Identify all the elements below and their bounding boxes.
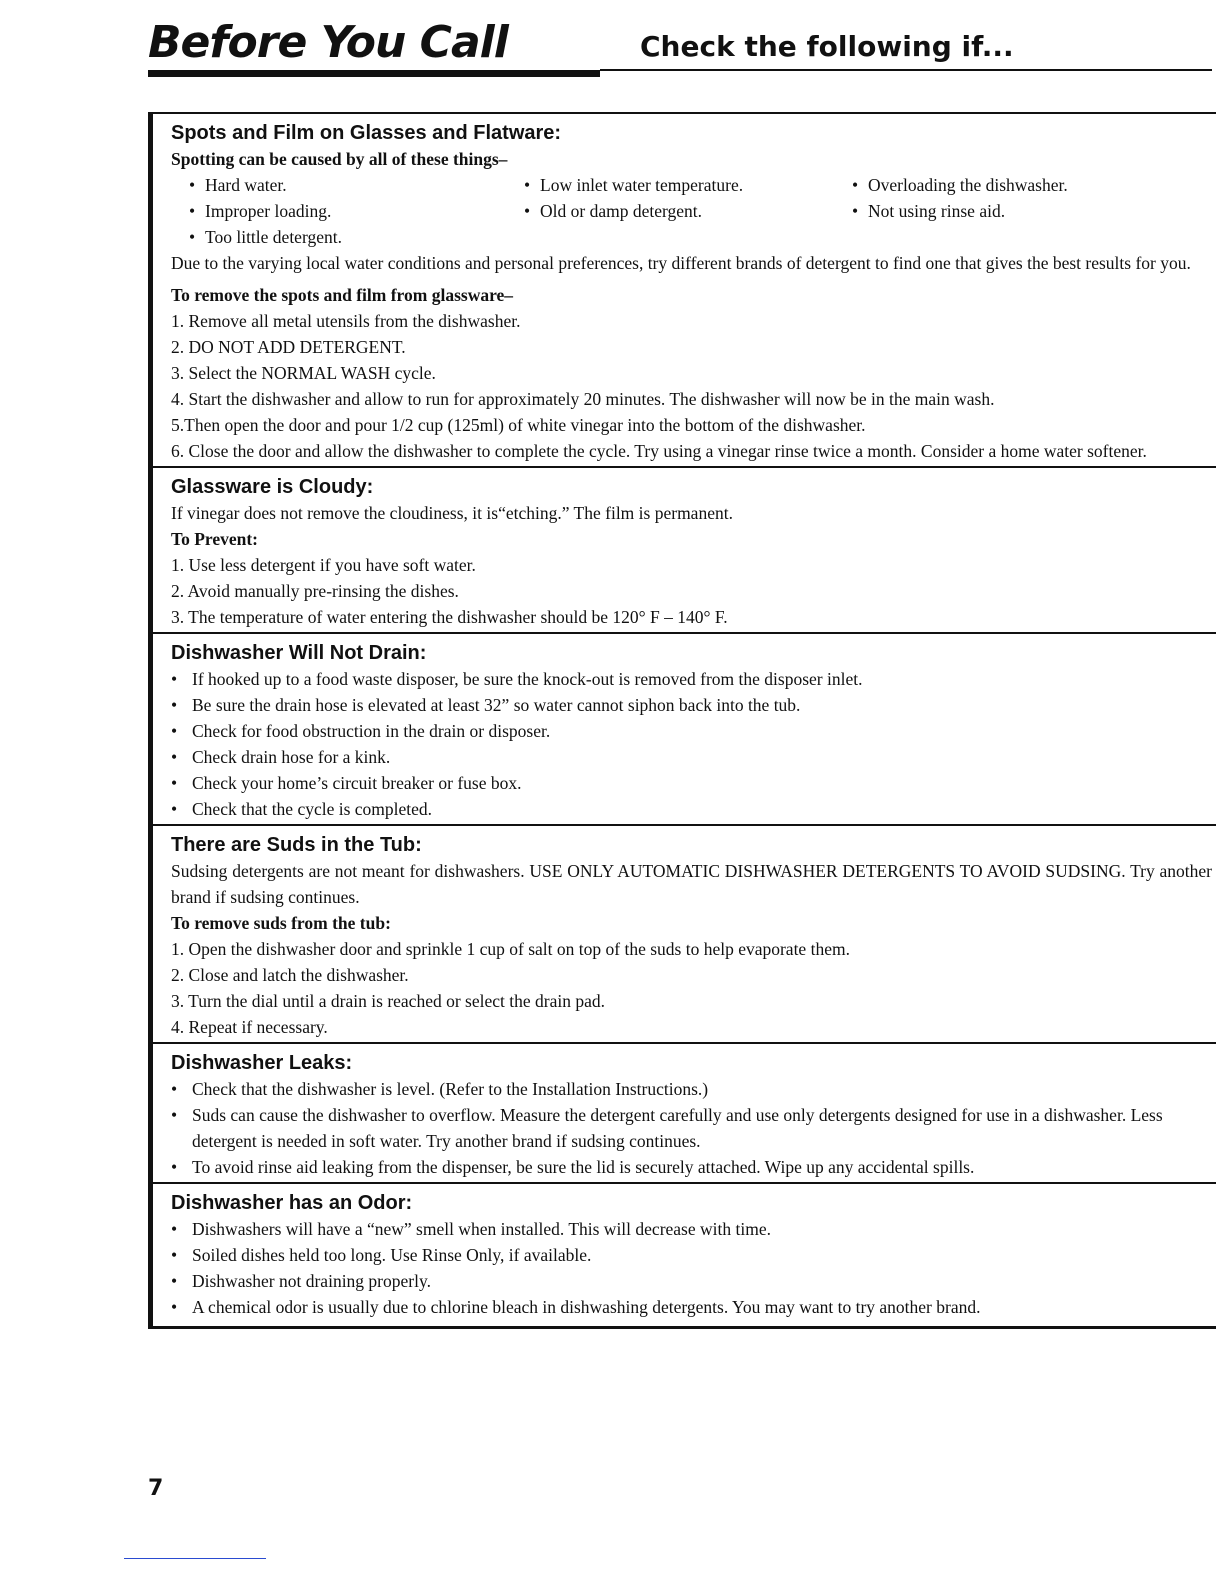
section-leaks <box>153 1042 1216 1182</box>
section-suds-in-tub <box>153 824 1216 1042</box>
list-item: • Check that the dishwasher is level. (Refer to the Installation Instructions.) <box>171 1076 1212 1102</box>
header-rule-thin <box>600 69 1212 71</box>
list-item: 3. Turn the dial until a drain is reached or select the drain pad. <box>171 991 605 1011</box>
list-item: • Check for food obstruction in the drain or disposer. <box>171 718 1212 744</box>
bullet-list <box>171 1076 1212 1180</box>
list-item: • Too little detergent. <box>189 224 524 250</box>
list-item: • Hard water. <box>189 172 524 198</box>
section-lead: To remove the spots and film from glassware– <box>171 285 514 305</box>
section-title: Spots and Film on Glasses and Flatware: <box>171 122 562 144</box>
list-item: • Old or damp detergent. <box>524 198 852 224</box>
list-item: • Check drain hose for a kink. <box>171 744 1212 770</box>
section-title: Dishwasher has an Odor: <box>171 1192 413 1214</box>
section-odor <box>153 1182 1216 1329</box>
section-text: If vinegar does not remove the cloudiness, it is“etching.” The film is permanent. <box>171 503 733 523</box>
list-item: • Suds can cause the dishwasher to overflow. Measure the detergent carefully and use only detergents designed for use in a dishwasher. Less detergent is needed in soft water. Try another brand if sudsing continues. <box>171 1102 1212 1154</box>
list-item: • Soiled dishes held too long. Use Rinse Only, if available. <box>171 1242 1212 1268</box>
list-item: • Not using rinse aid. <box>852 198 1212 224</box>
list-item: 2. DO NOT ADD DETERGENT. <box>171 337 406 357</box>
section-glassware-cloudy <box>153 466 1216 632</box>
section-title: There are Suds in the Tub: <box>171 834 422 856</box>
section-title: Dishwasher Leaks: <box>171 1052 353 1074</box>
list-item: • Low inlet water temperature. <box>524 172 852 198</box>
steps-list <box>171 308 1212 464</box>
list-item: 4. Repeat if necessary. <box>171 1017 328 1037</box>
list-item: • Be sure the drain hose is elevated at least 32” so water cannot siphon back into the tub. <box>171 692 1212 718</box>
list-item: 2. Close and latch the dishwasher. <box>171 965 409 985</box>
section-note: Due to the varying local water conditions and personal preferences, try different brands of detergent to find one that gives the best results for you. <box>171 253 1191 273</box>
section-text: Sudsing detergents are not meant for dishwashers. USE ONLY AUTOMATIC DISHWASHER DETERGENTS TO AVOID SUDSING. Try another brand if sudsing continues. <box>171 861 1212 907</box>
list-item: • Dishwasher not draining properly. <box>171 1268 1212 1294</box>
list-item: 1. Remove all metal utensils from the dishwasher. <box>171 311 521 331</box>
list-item: • Check that the cycle is completed. <box>171 796 1212 822</box>
list-item: 4. Start the dishwasher and allow to run for approximately 20 minutes. The dishwasher will now be in the main wash. <box>171 389 995 409</box>
steps-list <box>171 936 1212 1040</box>
list-item: • A chemical odor is usually due to chlorine bleach in dishwashing detergents. You may want to try another brand. <box>171 1294 1212 1320</box>
list-item: • Overloading the dishwasher. <box>852 172 1212 198</box>
list-item: 1. Open the dishwasher door and sprinkle 1 cup of salt on top of the suds to help evaporate them. <box>171 939 850 959</box>
page-subtitle: Check the following if... <box>640 30 1014 63</box>
page-title: Before You Call <box>148 17 508 68</box>
list-item: • To avoid rinse aid leaking from the dispenser, be sure the lid is securely attached. Wipe up any accidental spills. <box>171 1154 1212 1180</box>
section-lead: To remove suds from the tub: <box>171 913 391 933</box>
list-item: 2. Avoid manually pre-rinsing the dishes. <box>171 581 459 601</box>
troubleshooting-table <box>148 112 1216 1329</box>
list-item: • Dishwashers will have a “new” smell when installed. This will decrease with time. <box>171 1216 1212 1242</box>
section-spots-film <box>153 112 1216 466</box>
list-item: 3. The temperature of water entering the dishwasher should be 120° F – 140° F. <box>171 607 728 627</box>
section-lead: To Prevent: <box>171 529 259 549</box>
bullet-list <box>171 1216 1212 1320</box>
footer-rule <box>124 1558 266 1559</box>
section-title: Glassware is Cloudy: <box>171 476 374 498</box>
list-item: 5.Then open the door and pour 1/2 cup (125ml) of white vinegar into the bottom of the dishwasher. <box>171 415 866 435</box>
steps-list <box>171 552 1212 630</box>
section-will-not-drain <box>153 632 1216 824</box>
section-title: Dishwasher Will Not Drain: <box>171 642 427 664</box>
page-header <box>148 14 1212 82</box>
header-rule-thick <box>148 70 600 77</box>
page-number: 7 <box>148 1476 164 1501</box>
section-lead: Spotting can be caused by all of these things– <box>171 149 508 169</box>
list-item: • If hooked up to a food waste disposer, be sure the knock-out is removed from the disposer inlet. <box>171 666 1212 692</box>
bullet-list <box>171 666 1212 822</box>
list-item: 3. Select the NORMAL WASH cycle. <box>171 363 436 383</box>
list-item: 1. Use less detergent if you have soft water. <box>171 555 476 575</box>
list-item: • Check your home’s circuit breaker or fuse box. <box>171 770 1212 796</box>
list-item: • Improper loading. <box>189 198 524 224</box>
causes-list <box>171 172 1212 250</box>
list-item: 6. Close the door and allow the dishwasher to complete the cycle. Try using a vinegar rinse twice a month. Consider a home water softener. <box>171 441 1147 461</box>
